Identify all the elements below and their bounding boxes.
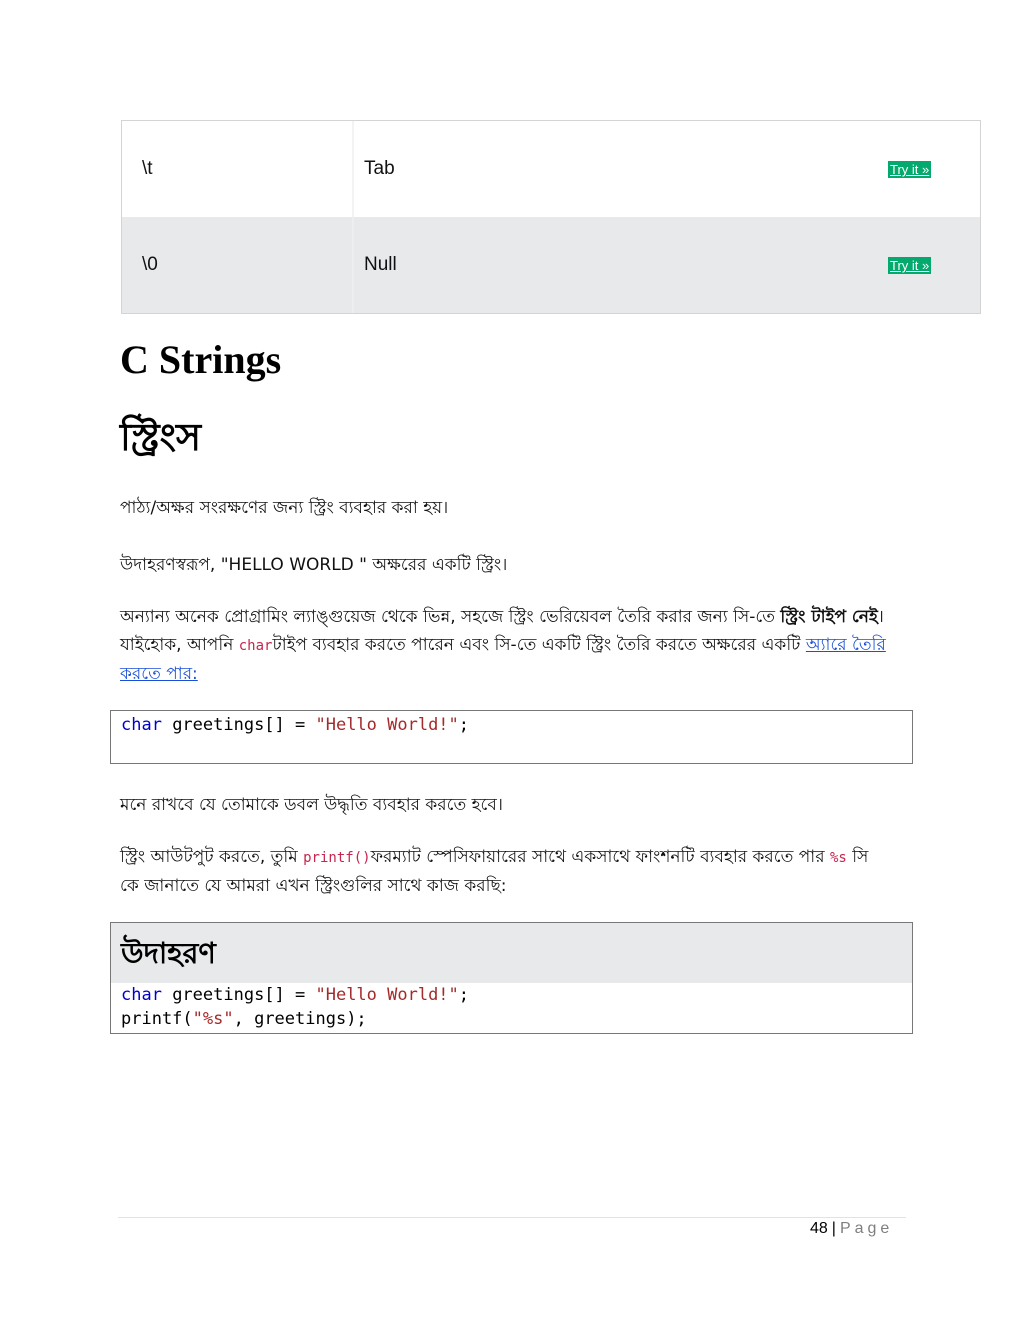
text-span: । যাইহোক, আপনি	[120, 607, 884, 655]
escape-description: Tab	[364, 158, 395, 179]
text-span: স্ট্রিং আউটপুট করতে, তুমি	[120, 847, 304, 867]
example-box	[110, 922, 913, 1034]
paragraph-string-type	[120, 603, 890, 688]
code-text: greetings[] =	[161, 985, 316, 1005]
column-divider	[352, 121, 354, 217]
table-row	[122, 217, 980, 313]
code-line	[111, 713, 912, 737]
code-text: greetings[] =	[161, 715, 316, 735]
code-string: "Hello World!"	[315, 715, 459, 735]
paragraph-example: উদাহরণস্বরূপ, "HELLO WORLD " অক্ষরের একটি স্ট্রিং।	[120, 555, 508, 575]
code-line	[111, 1007, 912, 1031]
inline-code-printf: printf()	[303, 850, 371, 866]
code-keyword: char	[121, 985, 162, 1005]
paragraph-printf	[120, 843, 890, 900]
escape-description: Null	[364, 254, 397, 275]
page-label: Page	[839, 1220, 894, 1237]
code-text: , greetings);	[233, 1009, 367, 1029]
escape-sequence-table	[121, 120, 981, 314]
footer-divider	[118, 1217, 906, 1218]
paragraph-intro: পাঠ্য/অক্ষর সংরক্ষণের জন্য স্ট্রিং ব্যবহার করা হয়।	[120, 498, 449, 518]
bold-text: স্ট্রিং টাইপ নেই	[780, 607, 878, 627]
text-span: টাইপ ব্যবহার করতে পারেন এবং সি-তে একটি স্ট্রিং তৈরি করতে অক্ষরের একটি	[272, 635, 806, 655]
example-title: উদাহরণ	[111, 923, 912, 983]
text-span: সি কে জানাতে যে আমরা এখন স্ট্রিংগুলির সাথে কাজ করছি:	[120, 847, 869, 896]
code-string: "%s"	[192, 1009, 234, 1029]
try-it-button[interactable]: Try it »	[890, 258, 930, 273]
try-it-button[interactable]: Try it »	[890, 162, 930, 177]
code-string: "Hello World!"	[315, 985, 459, 1005]
footer-separator: |	[831, 1220, 836, 1237]
code-block	[110, 710, 913, 764]
table-row	[122, 121, 980, 217]
array-link[interactable]: অ্যারে তৈরি করতে পার:	[120, 635, 886, 684]
inline-code-char: char	[238, 638, 273, 654]
paragraph-double-quotes: মনে রাখবে যে তোমাকে ডবল উদ্ধৃতি ব্যবহার করতে হবে।	[120, 795, 503, 815]
escape-code: \t	[142, 158, 153, 179]
code-keyword: char	[121, 715, 162, 735]
inline-code-format: %s	[830, 850, 847, 866]
example-code	[111, 983, 912, 1031]
code-line	[111, 983, 912, 1007]
code-text: printf(	[121, 1009, 193, 1029]
page-subtitle-bengali: স্ট্রিংস	[120, 415, 202, 459]
code-text: ;	[458, 715, 470, 735]
page-footer	[810, 1220, 893, 1238]
text-span: ফরম্যাট স্পেসিফায়ারের সাথে একসাথে ফাংশনটি ব্যবহার করতে পার	[370, 847, 830, 867]
code-text: ;	[458, 985, 470, 1005]
text-span: অন্যান্য অনেক প্রোগ্রামিং ল্যাঙ্গুয়েজ থেকে ভিন্ন, সহজে স্ট্রিং ভেরিয়েবল তৈরি করার জন্য সি-তে	[120, 607, 781, 627]
escape-code: \0	[142, 254, 158, 275]
page-number: 48	[810, 1220, 828, 1237]
column-divider	[352, 217, 354, 313]
page-title: C Strings	[120, 337, 282, 382]
